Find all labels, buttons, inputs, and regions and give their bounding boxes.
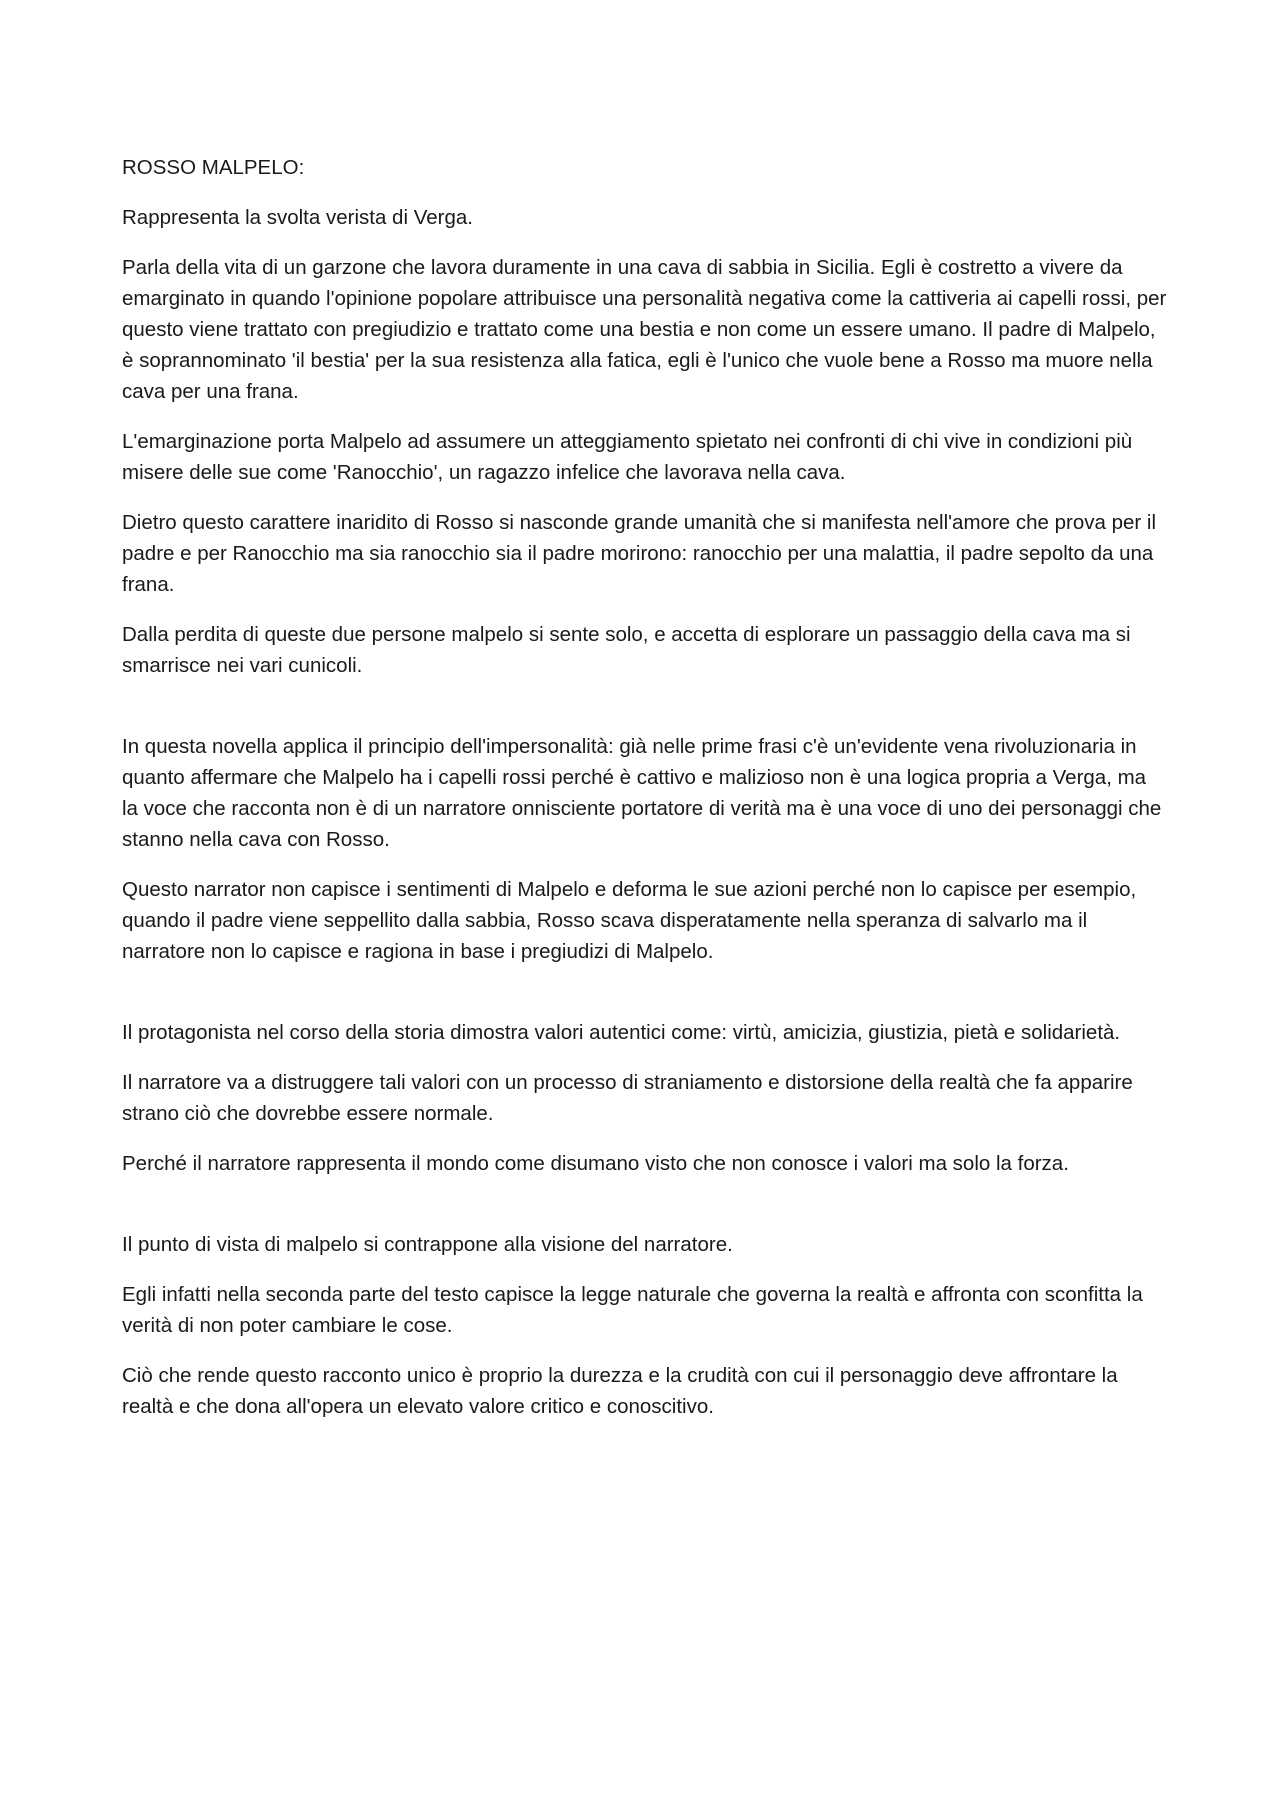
document-page (122, 152, 1167, 1441)
paragraph: Il punto di vista di malpelo si contrappone alla visione del narratore. (122, 1233, 733, 1256)
paragraph: Rappresenta la svolta verista di Verga. (122, 206, 473, 229)
paragraph: L'emarginazione porta Malpelo ad assumere un atteggiamento spietato nei confronti di chi vive in condizioni più misere delle sue come 'Ranocchio', un ragazzo infelice che lavorava nella cava. (122, 430, 1133, 484)
paragraph: Dietro questo carattere inaridito di Rosso si nasconde grande umanità che si manifesta nell'amore che prova per il padre e per Ranocchio ma sia ranocchio sia il padre morirono: ranocchio per una malattia, il padre sepolto da una frana. (122, 511, 1157, 596)
section-gap (122, 1198, 1167, 1229)
section-gap (122, 700, 1167, 731)
paragraph: Perché il narratore rappresenta il mondo come disumano visto che non conosce i valori ma solo la forza. (122, 1152, 1069, 1175)
paragraph: Egli infatti nella seconda parte del testo capisce la legge naturale che governa la realtà e affronta con sconfitta la verità di non poter cambiare le cose. (122, 1283, 1143, 1337)
paragraph: Ciò che rende questo racconto unico è proprio la durezza e la crudità con cui il personaggio deve affrontare la realtà e che dona all'opera un elevato valore critico e conoscitivo. (122, 1364, 1118, 1418)
section-gap (122, 986, 1167, 1017)
paragraph: Il narratore va a distruggere tali valori con un processo di straniamento e distorsione della realtà che fa apparire strano ciò che dovrebbe essere normale. (122, 1071, 1133, 1125)
document-title: ROSSO MALPELO: (122, 156, 305, 179)
paragraph: Il protagonista nel corso della storia dimostra valori autentici come: virtù, amicizia, giustizia, pietà e solidarietà. (122, 1021, 1121, 1044)
paragraph: Questo narrator non capisce i sentimenti di Malpelo e deforma le sue azioni perché non lo capisce per esempio, quando il padre viene seppellito dalla sabbia, Rosso scava disperatamente nella speranza di salvarlo ma il narratore non lo capisce e ragiona in base i pregiudizi di Malpelo. (122, 878, 1137, 963)
paragraph: Parla della vita di un garzone che lavora duramente in una cava di sabbia in Sicilia. Egli è costretto a vivere da emarginato in quando l'opinione popolare attribuisce una personalità negativa come la cattiveria ai capelli rossi, per questo viene trattato con pregiudizio e trattato come una bestia e non come un essere umano. Il padre di Malpelo, è soprannominato 'il bestia' per la sua resistenza alla fatica, egli è l'unico che vuole bene a Rosso ma muore nella cava per una frana. (122, 256, 1167, 403)
paragraph: In questa novella applica il principio dell'impersonalità: già nelle prime frasi c'è un'evidente vena rivoluzionaria in quanto affermare che Malpelo ha i capelli rossi perché è cattivo e malizioso non è una logica propria a Verga, ma la voce che racconta non è di un narratore onnisciente portatore di verità ma è una voce di uno dei personaggi che stanno nella cava con Rosso. (122, 735, 1162, 851)
paragraph: Dalla perdita di queste due persone malpelo si sente solo, e accetta di esplorare un passaggio della cava ma si smarrisce nei vari cunicoli. (122, 623, 1131, 677)
